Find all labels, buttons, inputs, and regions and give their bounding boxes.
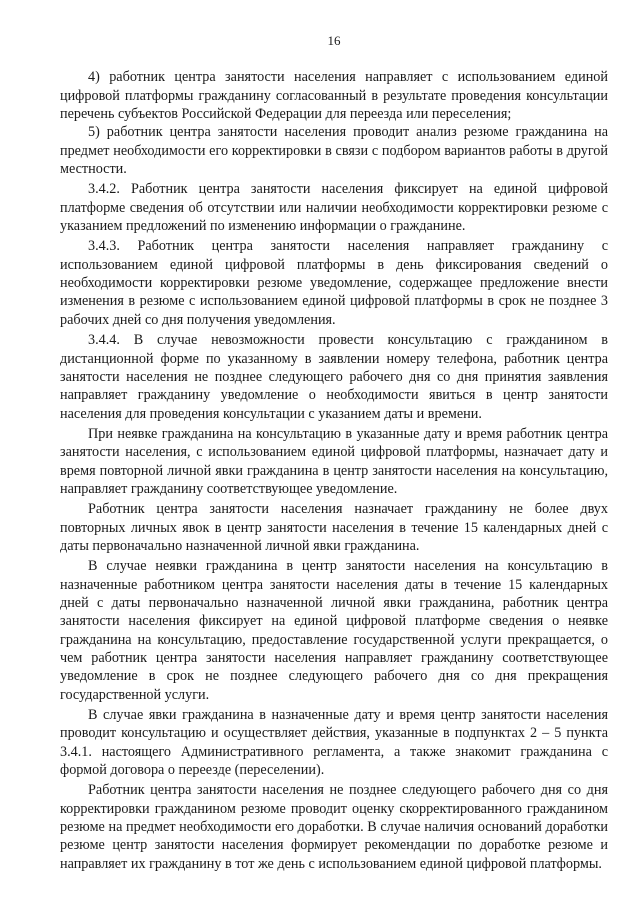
paragraph-item-4: 4) работник центра занятости населения направляет с использованием единой цифровой платформы гражданину согласованный в результате проведения консультации перечень субъектов Российской Федерации для переезда или переселения;: [60, 69, 608, 123]
paragraph-non-appearance: При неявке гражданина на консультацию в указанные дату и время работник центра занятости населения, с использованием единой цифровой платформы, назначает дату и время повторной личной явки гражданина в центр занятости населения на консультацию, направляет гражданину соответствующее уведомление.: [60, 425, 608, 497]
paragraph-service-termination: В случае неявки гражданина в центр занятости населения на консультацию в назначенные работником центра занятости населения даты в течение 15 календарных дней с даты первоначально назначенной личной явки гражданина, работник центра занятости населения фиксирует на единой цифровой платформе сведения о неявке гражданина на консультацию, предоставление государственной услуги прекращается, о чем работник центра занятости населения направляет гражданину соответствующее уведомление в срок не позднее следующего рабочего дня со дня прекращения государственной услуги.: [60, 558, 608, 703]
paragraph-3-4-3: 3.4.3. Работник центра занятости населения направляет гражданину с использованием единой цифровой платформы в день фиксирования сведений о необходимости корректировки резюме уведомление, содержащее предложение внести изменения в резюме с использованием единой цифровой платформы в срок не позднее 3 рабочих дней со дня получения уведомления.: [60, 238, 608, 328]
paragraph-3-4-4: 3.4.4. В случае невозможности провести консультацию с гражданином в дистанционной форме по указанному в заявлении номеру телефона, работник центра занятости населения не позднее следующего рабочего дня со дня принятия заявления направляет гражданину уведомление о необходимости явиться в центр занятости населения для проведения консультации с указанием даты и времени.: [60, 332, 608, 422]
paragraph-item-5: 5) работник центра занятости населения проводит анализ резюме гражданина на предмет необходимости его корректировки в связи с подбором вариантов работы в другой местности.: [60, 124, 608, 178]
paragraph-resume-assessment: Работник центра занятости населения не позднее следующего рабочего дня со дня корректировки гражданином резюме проводит оценку скорректированного гражданином резюме на предмет необходимости его доработки. В случае наличия оснований доработки резюме центр занятости населения формирует рекомендации по доработке резюме и направляет их гражданину в тот же день с использованием единой цифровой платформы.: [60, 782, 608, 872]
paragraph-repeat-visits: Работник центра занятости населения назначает гражданину не более двух повторных личных явок в центр занятости населения в течение 15 календарных дней с даты первоначально назначенной личной явки гражданина.: [60, 501, 608, 554]
document-page: [60, 32, 608, 873]
paragraph-appearance: В случае явки гражданина в назначенные дату и время центр занятости населения проводит консультацию и осуществляет действия, указанные в подпунктах 2 – 5 пункта 3.4.1. настоящего Административного регламента, а также знакомит гражданина с формой договора о переезде (переселении).: [60, 707, 608, 779]
page-number: 16: [327, 33, 341, 48]
paragraph-3-4-2: 3.4.2. Работник центра занятости населения фиксирует на единой цифровой платформе сведения об отсутствии или наличии необходимости корректировки резюме с указанием предложений по изменению информации о гражданине.: [60, 181, 608, 235]
